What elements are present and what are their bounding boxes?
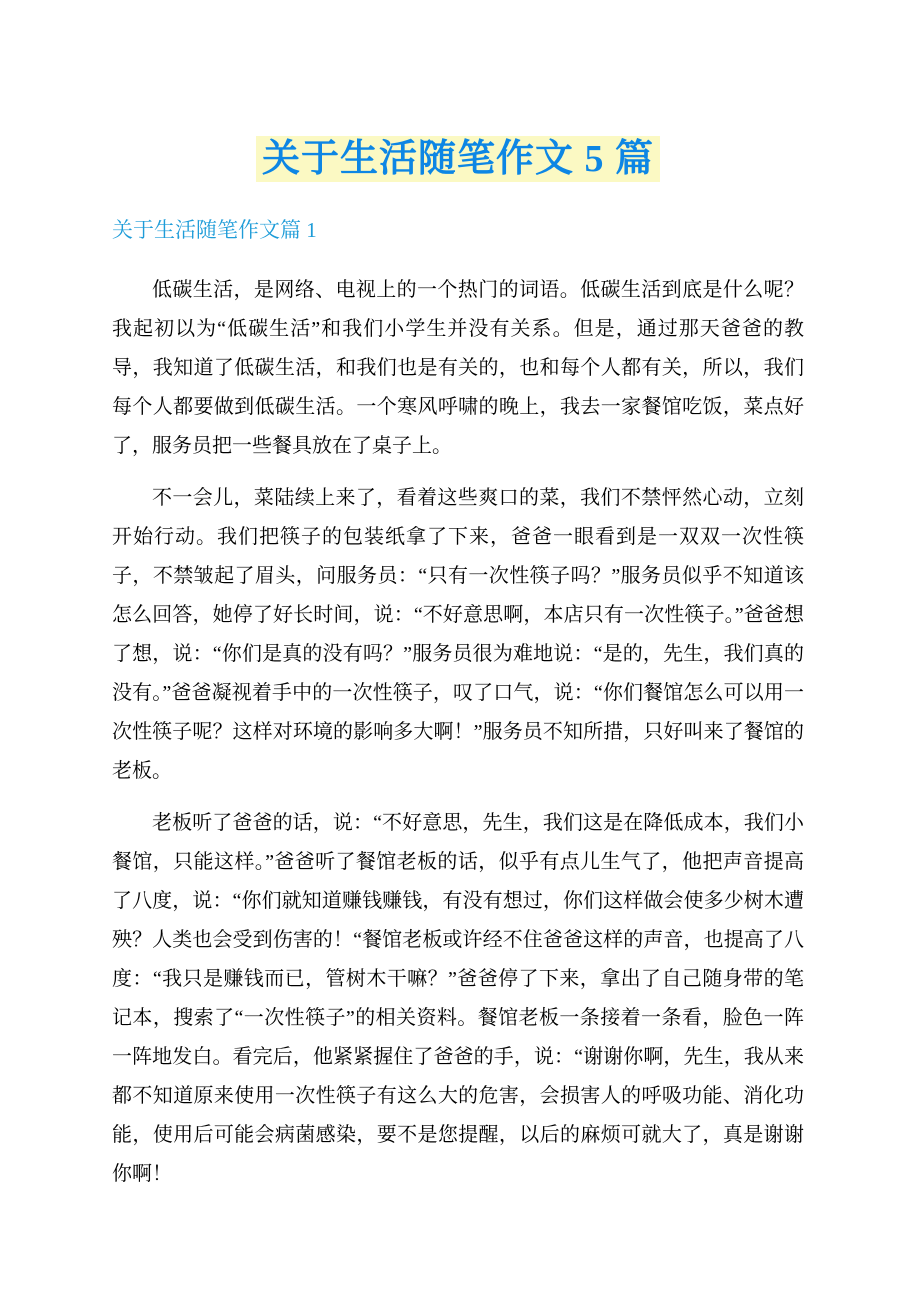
section-heading: 关于生活随笔作文篇 1 bbox=[112, 218, 317, 242]
paragraph-3: 老板听了爸爸的话，说：“不好意思，先生，我们这是在降低成本，我们小餐馆，只能这样。”爸爸听了餐馆老板的话，似乎有点儿生气了，他把声音提高了八度，说：“你们就知道赚钱赚钱，有没有想过，你们这样做会使多少树木遭殃？人类也会受到伤害的！“餐馆老板或许经不住爸爸这样的声音，也提高了八度：“我只是赚钱而已，管树木干嘛？”爸爸停了下来，拿出了自己随身带的笔记本，搜索了“一次性筷子”的相关资料。餐馆老板一条接着一条看，脸色一阵一阵地发白。看完后，他紧紧握住了爸爸的手，说：“谢谢你啊，先生，我从来都不知道原来使用一次性筷子有这么大的危害，会损害人的呼吸功能、消化功能，使用后可能会病菌感染，要不是您提醒，以后的麻烦可就大了，真是谢谢你啊！ bbox=[112, 812, 804, 1185]
paragraph-2: 不一会儿，菜陆续上来了，看着这些爽口的菜，我们不禁怦然心动，立刻开始行动。我们把筷子的包装纸拿了下来，爸爸一眼看到是一双双一次性筷子，不禁皱起了眉头，问服务员：“只有一次性筷子吗？”服务员似乎不知道该怎么回答，她停了好长时间，说：“不好意思啊，本店只有一次性筷子。”爸爸想了想，说：“你们是真的没有吗？”服务员很为难地说：“是的，先生，我们真的没有。”爸爸凝视着手中的一次性筷子，叹了口气，说：“你们餐馆怎么可以用一次性筷子呢？这样对环境的影响多大啊！”服务员不知所措，只好叫来了餐馆的老板。 bbox=[112, 487, 804, 782]
paragraph-1: 低碳生活，是网络、电视上的一个热门的词语。低碳生活到底是什么呢？我起初以为“低碳生活”和我们小学生并没有关系。但是，通过那天爸爸的教导，我知道了低碳生活，和我们也是有关的，也和每个人都有关，所以，我们每个人都要做到低碳生活。一个寒风呼啸的晚上，我去一家餐馆吃饭，菜点好了，服务员把一些餐具放在了桌子上。 bbox=[112, 279, 804, 457]
document-title bbox=[112, 135, 804, 183]
document-title-highlighted-text: 关于生活随笔作文 5 篇 bbox=[256, 136, 660, 182]
